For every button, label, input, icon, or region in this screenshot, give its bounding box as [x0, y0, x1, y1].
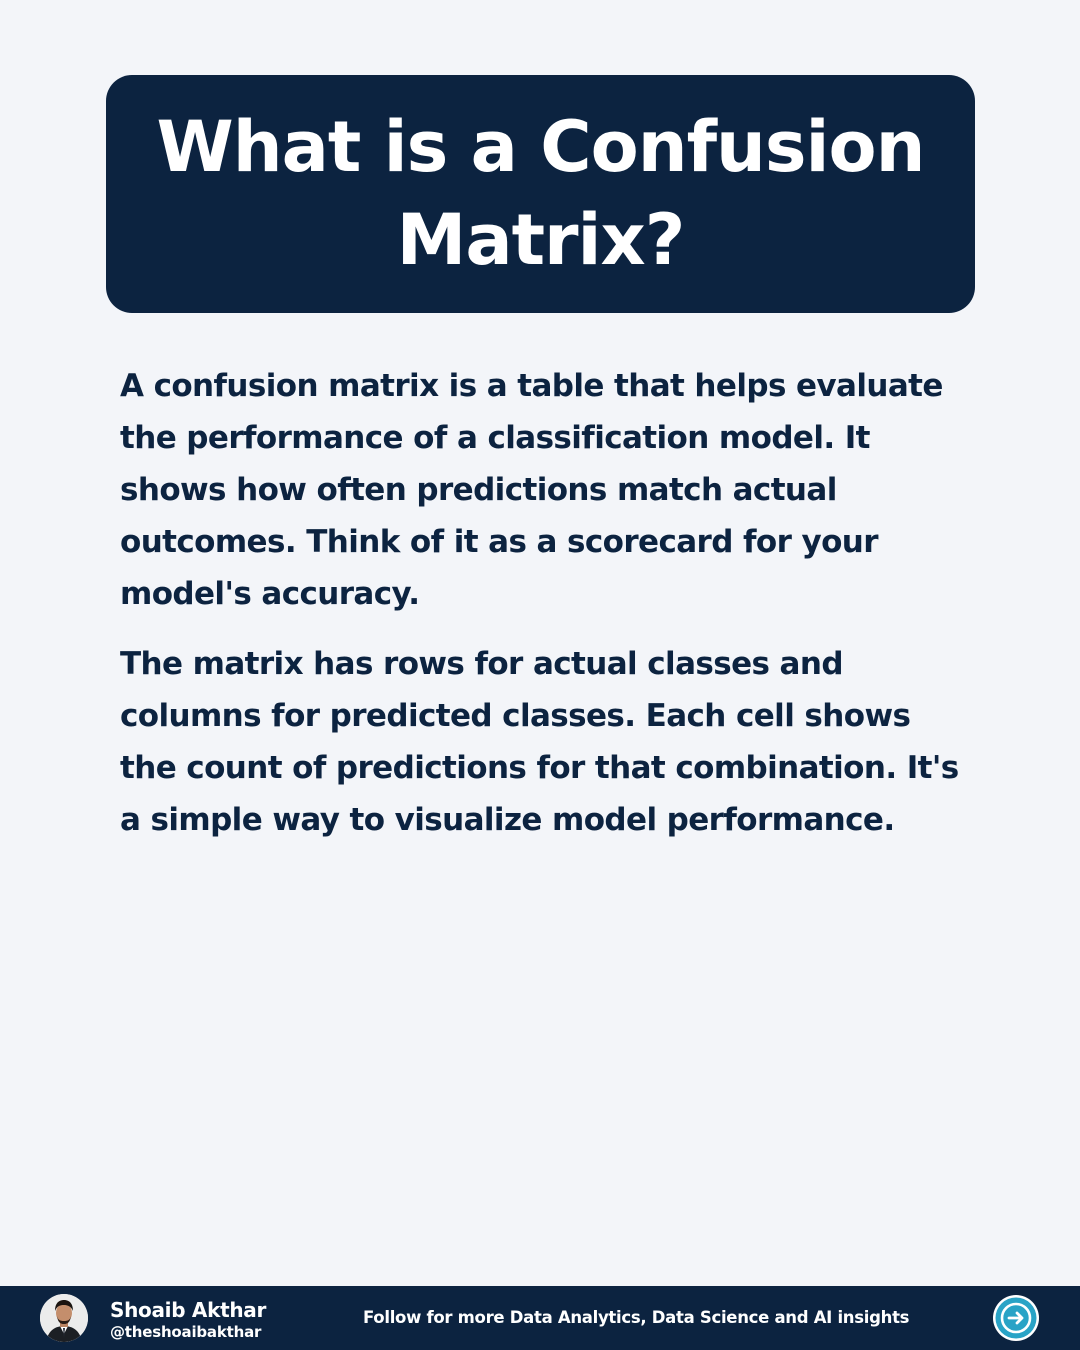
arrow-right-circle-icon: [992, 1294, 1040, 1342]
avatar: [40, 1294, 88, 1342]
footer-bar: [0, 1286, 1080, 1350]
body-paragraph-2: The matrix has rows for actual classes and columns for predicted classes. Each cell shows the count of predictions for that combination. It's a simple way to visualize model performance.: [120, 646, 959, 838]
page-title: What is a Confusion Matrix?: [156, 106, 925, 281]
title-card: [106, 75, 975, 313]
avatar-icon: [40, 1294, 88, 1342]
next-slide-button[interactable]: [992, 1294, 1040, 1342]
body-content: [120, 360, 970, 864]
follow-cta: Follow for more Data Analytics, Data Science and AI insights: [363, 1308, 910, 1327]
body-paragraph-1: A confusion matrix is a table that helps evaluate the performance of a classification model. It shows how often predictions match actual outcomes. Think of it as a scorecard for your model's accuracy.: [120, 368, 943, 612]
author-handle: @theshoaibakthar: [110, 1323, 262, 1341]
author-name: Shoaib Akthar: [110, 1298, 267, 1322]
